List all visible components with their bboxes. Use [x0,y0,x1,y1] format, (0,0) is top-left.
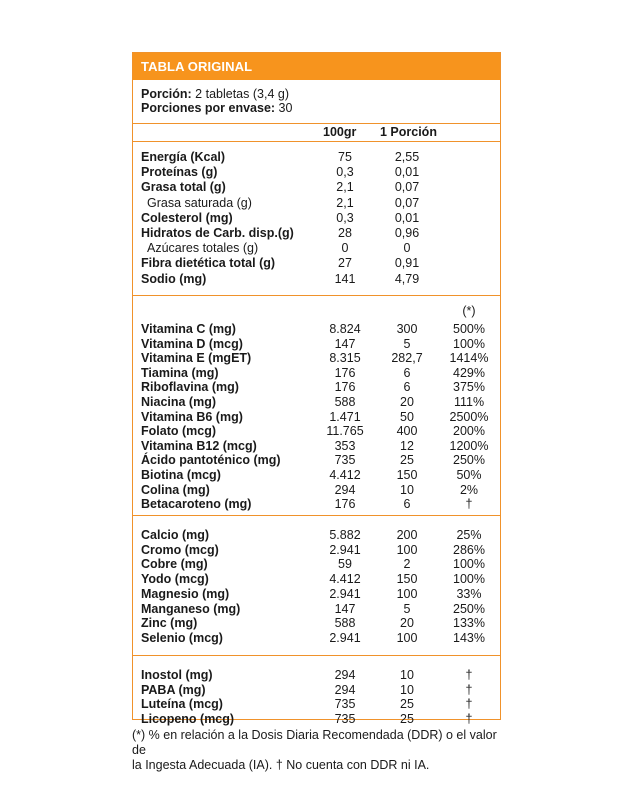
portion-value: 2 tabletas (3,4 g) [191,87,289,101]
value-per-portion: 6 [403,380,411,395]
nutrition-table [132,52,501,726]
table-row [133,196,500,210]
percent-dri: 33% [456,586,482,601]
nutrient-label: Sodio (mg) [141,271,207,286]
value-per-100g: 147 [334,601,356,616]
section-others [133,656,500,726]
value-per-portion: 400 [396,424,418,439]
nutrient-label: Biotina (mcg) [141,468,221,482]
section-macronutrients [133,142,500,296]
table-row [133,528,500,542]
dri-note-marker [133,304,500,318]
value-per-portion: 0,01 [394,210,420,225]
table-row [133,587,500,601]
percent-dri: 429% [453,365,485,380]
footnote [132,728,512,773]
value-per-100g: 59 [338,557,352,572]
table-row [133,337,500,351]
table-row [133,453,500,467]
value-per-portion: 4,79 [394,271,420,286]
table-row [133,668,500,682]
value-per-100g: 176 [334,365,356,380]
servings-value: 30 [275,101,293,115]
nutrient-label: Vitamina B6 (mg) [141,409,243,424]
nutrient-label: Grasa saturada (g) [147,195,252,210]
percent-dri: † [465,682,473,697]
nutrient-label: PABA (mg) [141,682,206,697]
nutrient-label: Folato (mcg) [141,424,216,439]
value-per-portion: 6 [403,497,411,512]
servings-label: Porciones por envase: [141,101,276,115]
value-per-100g: 0,3 [336,165,354,180]
value-per-100g: 4.412 [329,572,361,587]
value-per-100g: 2.941 [329,586,361,601]
portion-info [133,80,500,124]
table-row [133,226,500,240]
percent-dri: 250% [453,601,485,616]
nutrient-label: Fibra dietética total (g) [141,256,276,271]
table-row [133,395,500,409]
value-per-100g: 147 [334,336,356,351]
value-per-portion: 0,07 [394,195,420,210]
value-per-100g: 294 [334,668,356,682]
value-per-portion: 25 [400,453,414,468]
percent-dri: 100% [453,572,485,587]
section-minerals [133,516,500,656]
percent-dri: 100% [453,336,485,351]
value-per-100g: 1.471 [329,409,361,424]
percent-dri: 1200% [449,438,489,453]
value-per-100g: 176 [334,497,356,512]
value-per-portion: 0,91 [394,256,420,271]
table-row [133,272,500,286]
table-title: TABLA ORIGINAL [133,53,500,80]
table-row [133,351,500,365]
portion-label: Porción: [141,87,192,101]
value-per-100g: 588 [334,395,356,409]
value-per-portion: 25 [400,697,414,712]
percent-dri: 200% [453,424,485,439]
value-per-portion: 150 [396,468,418,482]
value-per-100g: 176 [334,380,356,395]
value-per-portion: 6 [403,365,411,380]
value-per-portion: 12 [400,438,414,453]
percent-dri: † [465,697,473,712]
table-row [133,572,500,586]
column-header-portion: 1 Porción [380,125,437,139]
value-per-100g: 353 [334,438,356,453]
nutrient-label: Zinc (mg) [141,616,198,631]
value-per-portion: 25 [400,711,414,726]
value-per-portion: 10 [400,668,414,682]
nutrient-label: Ácido pantoténico (mg) [141,453,281,468]
value-per-100g: 2,1 [336,180,354,195]
value-per-portion: 20 [400,395,414,409]
percent-dri: 2% [459,482,479,497]
value-per-100g: 735 [334,453,356,468]
value-per-100g: 8.824 [329,322,361,336]
table-row [133,616,500,630]
percent-dri: 133% [453,616,485,631]
table-row [133,180,500,194]
value-per-portion: 10 [400,682,414,697]
percent-dri: 2500% [449,409,489,424]
nutrient-label: Calcio (mg) [141,528,210,542]
value-per-100g: 141 [334,271,356,286]
value-per-100g: 28 [338,226,352,240]
nutrient-label: Luteína (mcg) [141,697,223,712]
column-headers [133,124,500,142]
value-per-portion: 0,01 [394,165,420,180]
value-per-portion: 10 [400,482,414,497]
percent-dri: † [465,668,473,682]
table-row [133,439,500,453]
nutrient-label: Vitamina C (mg) [141,322,236,336]
value-per-100g: 2.941 [329,542,361,557]
nutrient-label: Colesterol (mg) [141,210,233,225]
percent-dri: 1414% [449,351,489,366]
table-row [133,557,500,571]
table-row [133,683,500,697]
percent-dri: 111% [453,395,485,409]
table-row [133,497,500,511]
value-per-100g: 8.315 [329,351,361,366]
percent-dri: 143% [453,630,485,645]
table-row [133,366,500,380]
nutrient-label: Manganeso (mg) [141,601,241,616]
percent-dri: † [465,711,473,726]
value-per-portion: 100 [396,542,418,557]
value-per-portion: 100 [396,630,418,645]
value-per-portion: 2,55 [394,150,420,164]
value-per-portion: 200 [396,528,418,542]
nutrient-label: Colina (mg) [141,482,210,497]
nutrient-label: Energía (Kcal) [141,150,226,164]
value-per-100g: 75 [338,150,352,164]
table-row [133,712,500,726]
table-row [133,211,500,225]
value-per-100g: 2.941 [329,630,361,645]
table-row [133,165,500,179]
nutrient-label: Vitamina D (mcg) [141,336,243,351]
value-per-portion: 300 [396,322,418,336]
value-per-100g: 735 [334,711,356,726]
table-row [133,543,500,557]
value-per-100g: 0 [341,241,349,256]
nutrient-label: Hidratos de Carb. disp.(g) [141,226,294,240]
nutrient-label: Riboflavina (mg) [141,380,239,395]
nutrient-label: Grasa total (g) [141,180,226,195]
dri-note-text: (*) [462,304,476,318]
section-vitamins [133,296,500,516]
nutrient-label: Magnesio (mg) [141,586,230,601]
value-per-portion: 0,07 [394,180,420,195]
nutrient-label: Yodo (mcg) [141,572,209,587]
percent-dri: † [465,497,473,512]
value-per-portion: 50 [400,409,414,424]
value-per-portion: 5 [403,601,411,616]
table-row [133,631,500,645]
value-per-100g: 4.412 [329,468,361,482]
nutrient-label: Selenio (mcg) [141,630,223,645]
table-row [133,380,500,394]
percent-dri: 25% [456,528,482,542]
value-per-100g: 294 [334,682,356,697]
value-per-100g: 27 [338,256,352,271]
nutrient-label: Vitamina B12 (mcg) [141,438,257,453]
value-per-100g: 0,3 [336,210,354,225]
value-per-portion: 5 [403,336,411,351]
table-row [133,150,500,164]
nutrient-label: Azúcares totales (g) [147,241,259,256]
value-per-portion: 0,96 [394,226,420,240]
nutrient-label: Betacaroteno (mg) [141,497,252,512]
value-per-portion: 20 [400,616,414,631]
value-per-100g: 2,1 [336,195,354,210]
nutrient-label: Niacina (mg) [141,395,217,409]
percent-dri: 250% [453,453,485,468]
table-row [133,602,500,616]
table-row [133,468,500,482]
percent-dri: 100% [453,557,485,572]
table-row [133,322,500,336]
value-per-portion: 2 [403,557,411,572]
table-row [133,483,500,497]
nutrient-label: Inostol (mg) [141,668,213,682]
value-per-100g: 735 [334,697,356,712]
value-per-portion: 150 [396,572,418,587]
nutrient-label: Proteínas (g) [141,165,218,180]
footnote-line-1: (*) % en relación a la Dosis Diaria Recomendada (DDR) o el valor de [132,728,497,757]
value-per-100g: 5.882 [329,528,361,542]
percent-dri: 500% [453,322,485,336]
nutrient-label: Vitamina E (mgET) [141,351,252,366]
table-row [133,697,500,711]
percent-dri: 375% [453,380,485,395]
nutrient-label: Tiamina (mg) [141,365,219,380]
table-row [133,410,500,424]
footnote-line-2: la Ingesta Adecuada (IA). † No cuenta con DDR ni IA. [132,758,430,772]
value-per-100g: 588 [334,616,356,631]
table-row [133,241,500,255]
value-per-100g: 294 [334,482,356,497]
column-header-100g: 100gr [323,125,357,139]
value-per-portion: 0 [403,241,411,256]
percent-dri: 50% [456,468,482,482]
table-row [133,424,500,438]
percent-dri: 286% [453,542,485,557]
value-per-portion: 282,7 [391,351,423,366]
value-per-portion: 100 [396,586,418,601]
nutrient-label: Licopeno (mcg) [141,711,235,726]
value-per-100g: 11.765 [326,424,364,439]
nutrient-label: Cobre (mg) [141,557,208,572]
table-row [133,256,500,270]
nutrient-label: Cromo (mcg) [141,542,219,557]
